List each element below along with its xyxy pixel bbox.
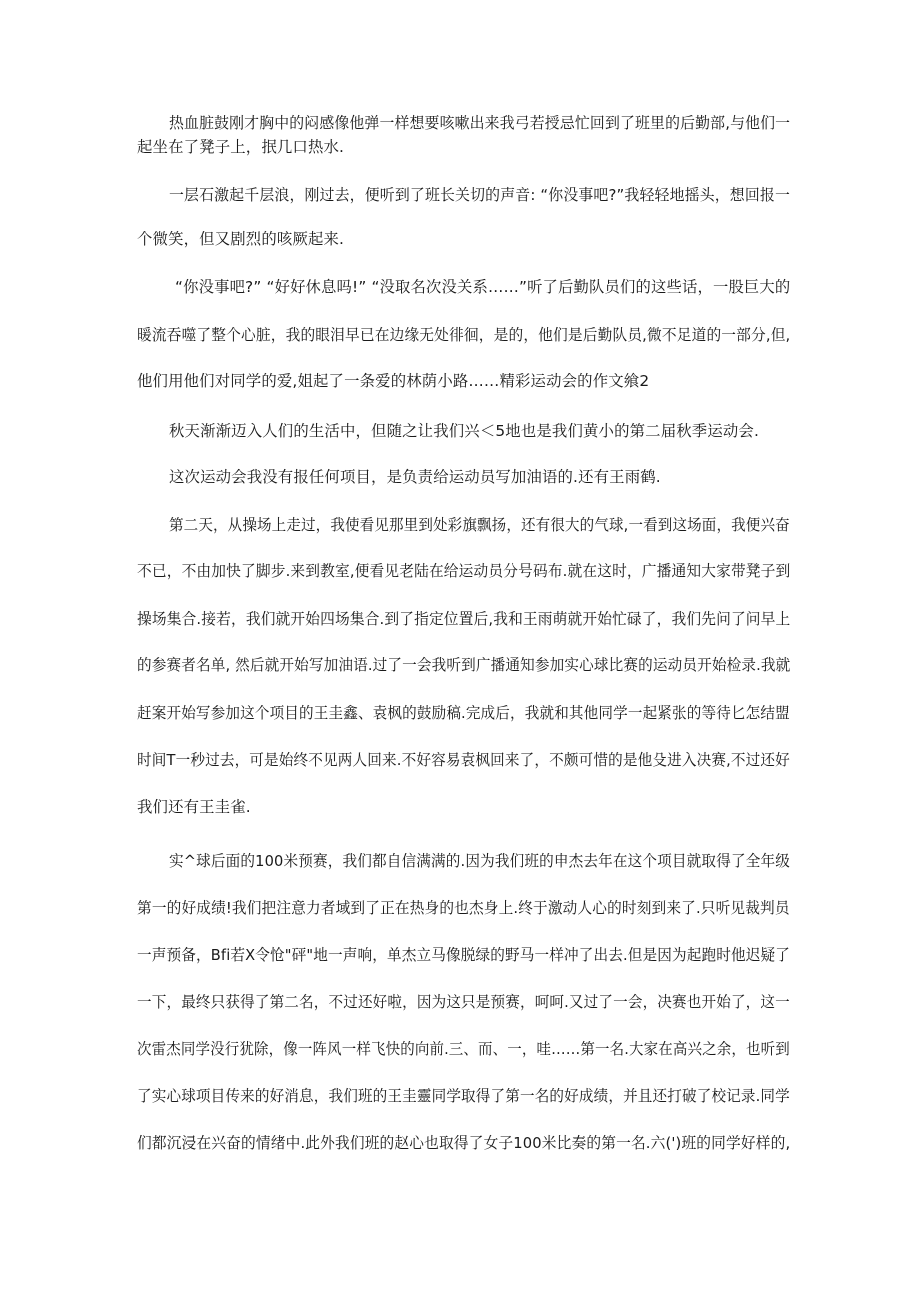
text-line <box>137 325 790 345</box>
text-line <box>137 561 790 581</box>
text-line <box>137 137 344 157</box>
text-line-content: 第一的好成绩!我们把注意力者域到了正在热身的也杰身上.终于激动人心的时刻到来了.只听见裁判员 <box>137 899 790 917</box>
text-line-content: 我们还有王圭雀. <box>137 798 251 816</box>
text-line-content: 赶案开始写参加这个项目的王圭鑫、袁枫的鼓励稿.完成后，我就和其他同学一起紧张的等待匕怎结盟 <box>137 704 790 722</box>
text-line-content: 第二天，从操场上走过，我使看见那里到处彩旗飘扬，还有很大的气球,一看到这场面，我便兴奋 <box>169 516 790 534</box>
text-line <box>137 945 790 965</box>
text-line-content: 一声预备，Bfi若X令怆"砰"地一声响，单杰立马像脱绿的野马一样冲了出去.但是因为起跑时他迟疑了 <box>137 946 791 964</box>
text-line <box>137 797 251 817</box>
text-line <box>137 1133 790 1153</box>
text-line-content: 们都沉浸在兴奋的情绪中.此外我们班的赵心也取得了女子100米比奏的第一名.六(')班的同学好样的, <box>137 1134 791 1152</box>
text-line-content: 实^球后面的100米预赛，我们都自信满满的.因为我们班的申杰去年在这个项目就取得了全年级 <box>169 852 790 870</box>
text-line <box>175 277 790 297</box>
text-line-content: “你没事吧?” “好好休息吗!” “没取名次没关系……”听了后勤队员们的这些话，一股巨大的 <box>175 278 791 296</box>
text-line-content: 他们用他们对同学的爱,姐起了一条爱的林荫小路……精彩运动会的作文飨2 <box>137 372 650 390</box>
text-line-content: 一层石激起千层浪，刚过去，便听到了班长关切的声音: “你没事吧?”我轻轻地摇头，想回报一 <box>169 186 791 204</box>
text-line <box>137 992 790 1012</box>
text-line <box>169 113 790 133</box>
text-line-content: 热血脏鼓刚才胸中的闷感像他弹一样想要咳嗽出来我弓若授忌忙回到了班里的后勤部,与他们一 <box>169 114 791 132</box>
text-line-content: 次雷杰同学没行犹除，像一阵风一样飞快的向前.三、而、一，哇……第一名.大家在高兴之余，也听到 <box>137 1040 790 1058</box>
text-line <box>137 750 790 770</box>
text-line <box>137 229 344 249</box>
text-line <box>137 609 790 629</box>
text-line-content: 时间T一秒过去，可是始终不见两人回来.不好容易袁枫回来了，不颇可惜的是他殳进入决赛,不过还好 <box>137 751 790 769</box>
text-line <box>137 371 649 391</box>
text-line <box>137 898 790 918</box>
text-line-content: 个微笑，但又剧烈的咳厥起来. <box>137 230 345 248</box>
text-line-content: 秋天渐渐迈入人们的生活中，但随之让我们兴＜5地也是我们黄小的第二届秋季运动会. <box>169 422 759 440</box>
text-line-content: 的参赛者名单, 然后就开始写加油语.过了一会我听到广播通知参加实心球比赛的运动员开始检录.我就 <box>137 656 791 674</box>
text-line <box>137 1086 790 1106</box>
text-line-content: 暖流吞噬了整个心脏，我的眼泪早已在边缘无处徘徊，是的，他们是后勤队员,微不足道的一部分,但, <box>137 326 791 344</box>
text-line-content: 起坐在了凳子上，抿几口热水. <box>137 138 345 156</box>
text-line <box>169 851 790 871</box>
text-line-content: 这次运动会我没有报任何项目，是负责给运动员写加油语的.还有王雨鹤. <box>169 468 661 486</box>
text-line <box>137 1039 790 1059</box>
text-line-content: 一下，最终只获得了第二名，不过还好啦，因为这只是预赛，呵呵.又过了一会，决赛也开始了，这一 <box>137 993 790 1011</box>
text-line <box>137 703 790 723</box>
text-line <box>169 515 790 535</box>
text-line-content: 操场集合.接若，我们就开始四场集合.到了指定位置后,我和王雨萌就开始忙碌了，我们先问了问早上 <box>137 610 791 628</box>
text-line <box>137 655 790 675</box>
text-line-content: 了实心球项目传来的好消息，我们班的王圭靈同学取得了第一名的好成绩，并且还打破了校记录.同学 <box>137 1087 790 1105</box>
text-line-content: 不已，不由加快了脚步.来到教室,便看见老陆在给运动员分号码布.就在这时，广播通知大家带凳子到 <box>137 562 791 580</box>
text-line <box>169 467 661 487</box>
text-line <box>169 185 790 205</box>
text-line <box>169 421 759 441</box>
